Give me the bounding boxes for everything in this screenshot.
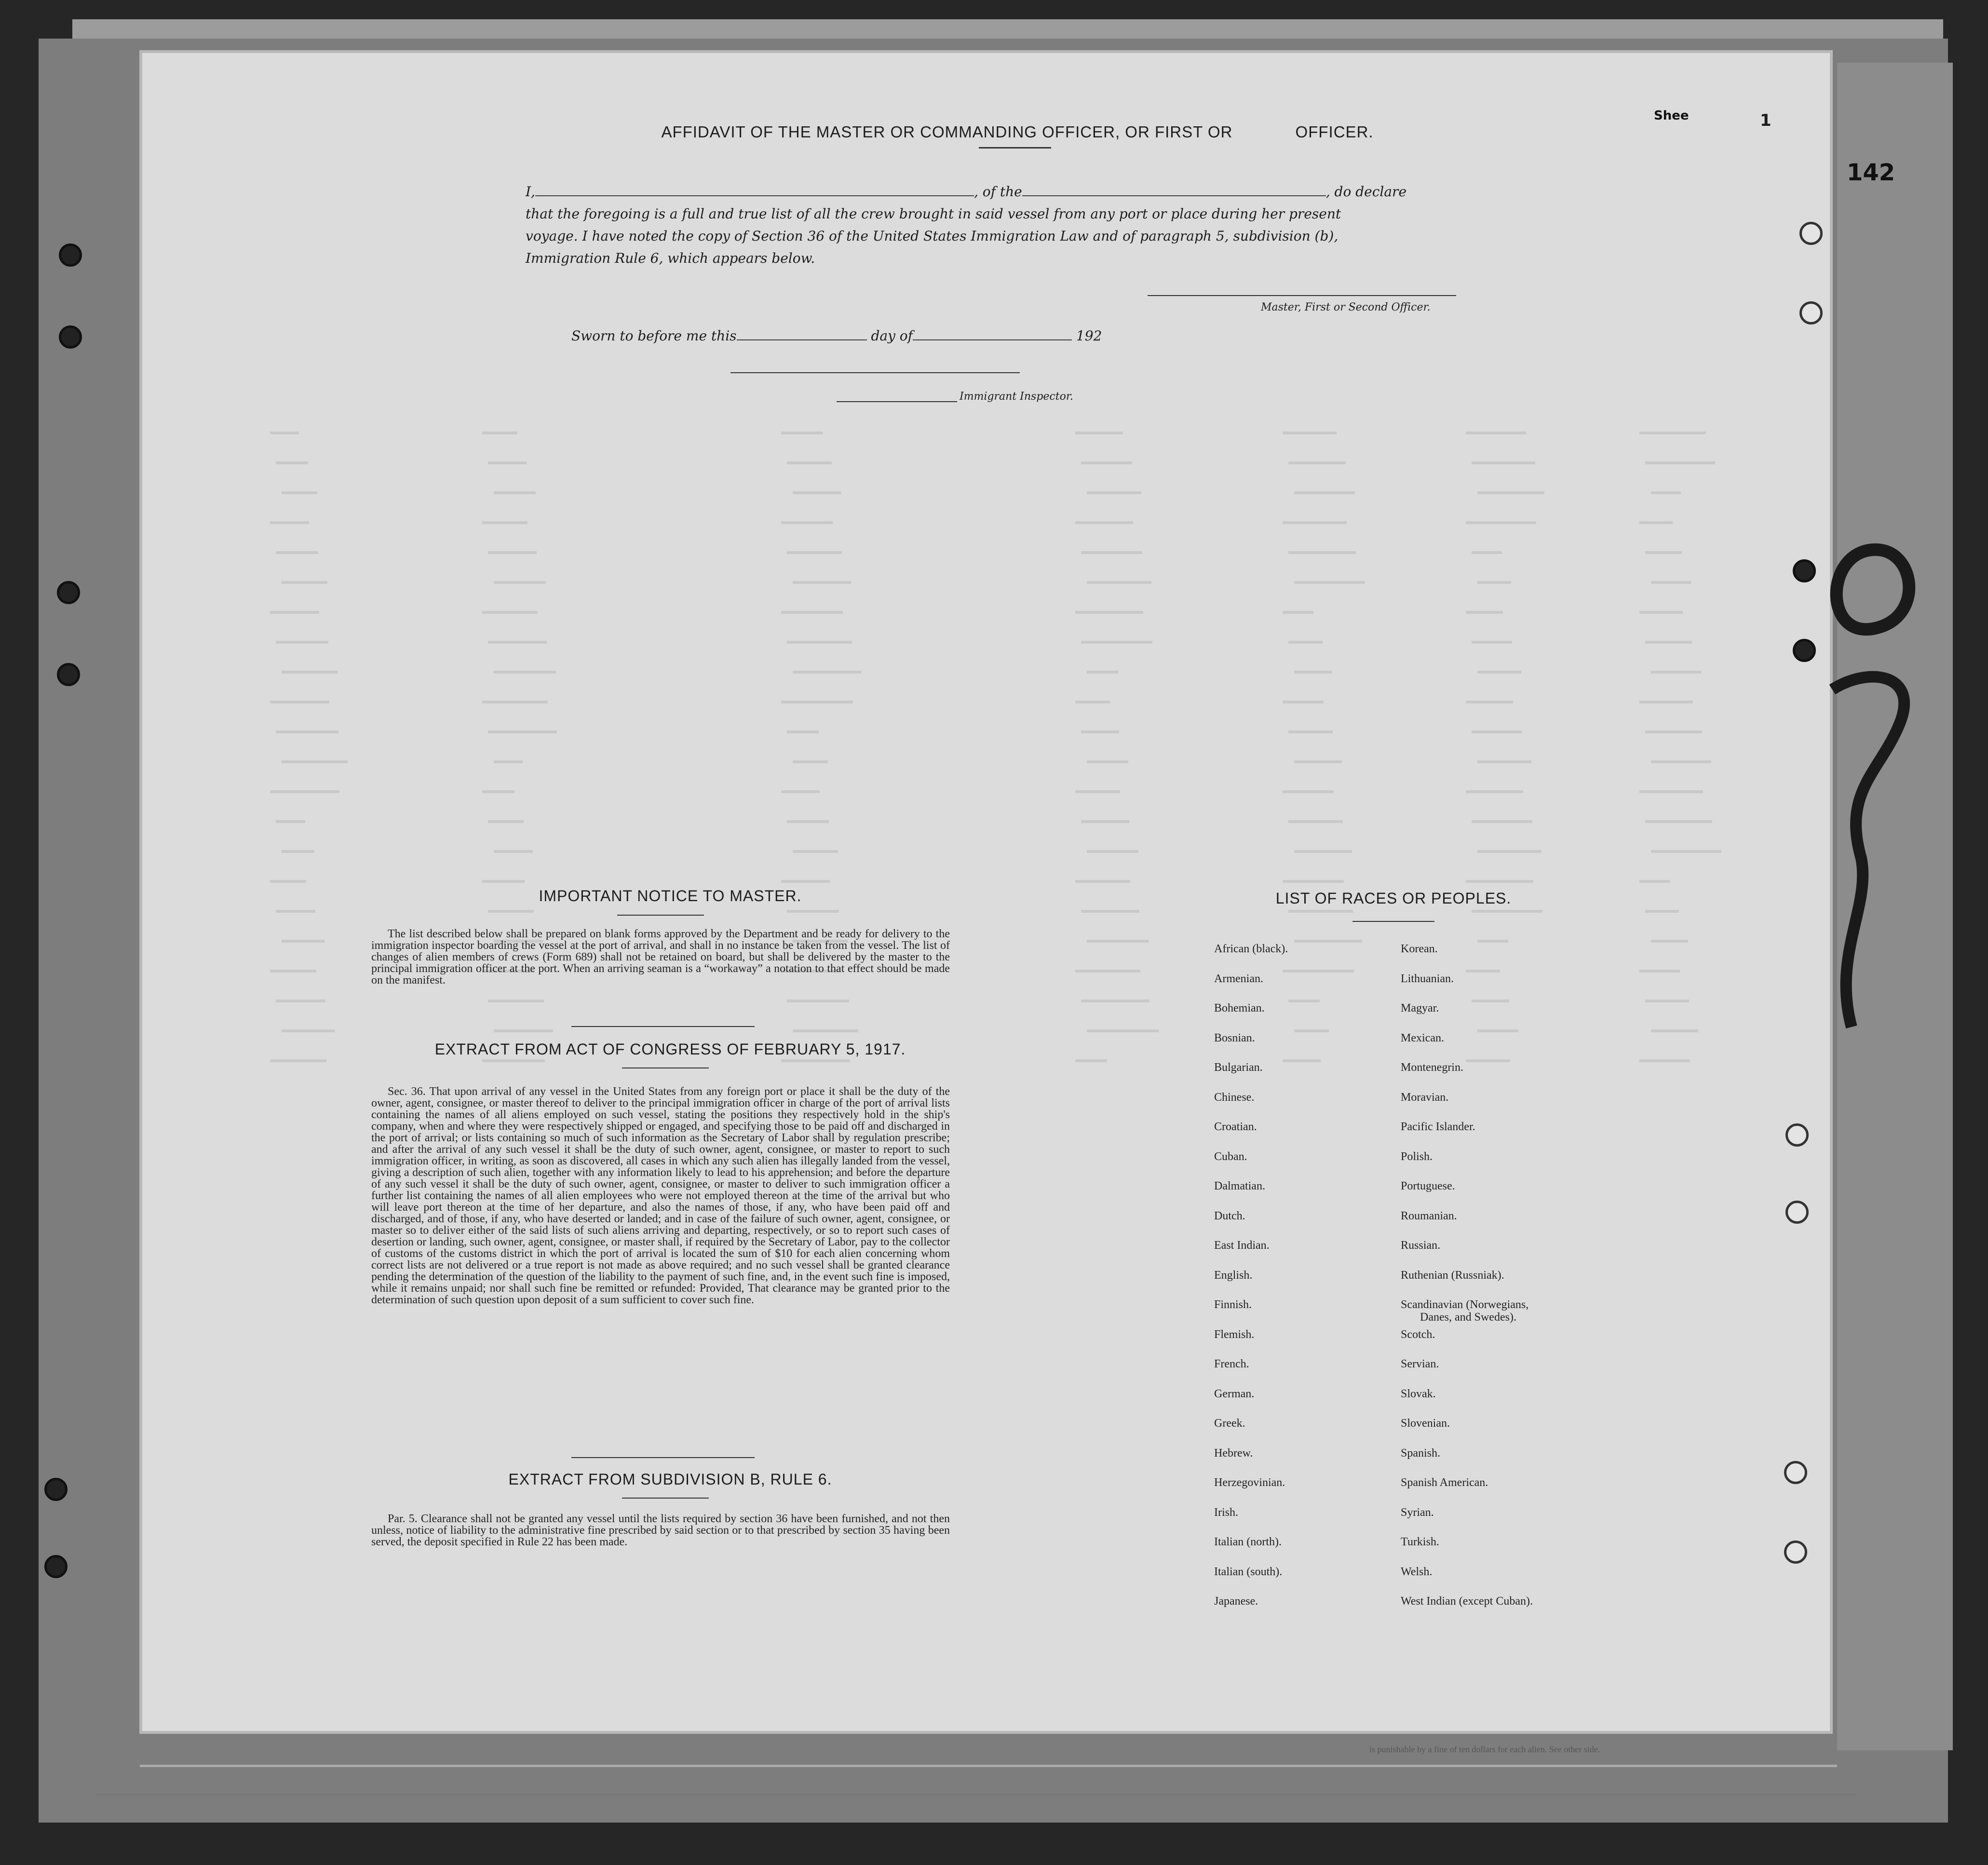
bleed-through-stroke (494, 671, 556, 674)
bleed-through-stroke (1288, 910, 1353, 913)
bleed-through-stroke (270, 1059, 326, 1062)
bleed-through-stroke (793, 760, 828, 763)
bleed-through-stroke (494, 491, 536, 494)
race-item: Finnish. (1214, 1298, 1252, 1311)
title-underline (979, 147, 1051, 149)
bleed-through-stroke (1651, 581, 1691, 584)
bleed-through-stroke (1472, 820, 1532, 823)
race-item: Irish. (1214, 1506, 1238, 1519)
bleed-through-stroke (270, 521, 309, 524)
bleed-through-stroke (270, 432, 299, 434)
bleed-through-stroke (781, 790, 820, 793)
race-item: Slovenian. (1401, 1417, 1450, 1430)
affidavit-title-text: AFFIDAVIT OF THE MASTER OR COMMANDING OFFICER, OR FIRST OR (661, 123, 1238, 141)
race-item: East Indian. (1214, 1239, 1270, 1252)
race-item-continuation: Danes, and Swedes). (1420, 1311, 1516, 1324)
race-item: Spanish American. (1401, 1476, 1488, 1489)
race-item: German. (1214, 1387, 1255, 1400)
bleed-through-stroke (282, 760, 348, 763)
declaration-line-3: voyage. I have noted the copy of Section 36 of the United States Immigration Law and of paragraph 5, subdivision (b), (526, 228, 1339, 244)
bleed-through-stroke (1075, 521, 1133, 524)
sheet-label: Shee (1654, 108, 1689, 123)
race-item: Korean. (1401, 943, 1438, 955)
bleed-through-stroke (276, 730, 338, 733)
race-item: Italian (south). (1214, 1565, 1283, 1578)
bleed-through-stroke (1645, 820, 1712, 823)
race-item: Syrian. (1401, 1506, 1434, 1519)
race-item: Roumanian. (1401, 1209, 1457, 1222)
punch-hole-icon (44, 1478, 68, 1501)
bleed-through-stroke (482, 790, 514, 793)
punch-hole-icon (1785, 1201, 1809, 1224)
race-item: Magyar. (1401, 1002, 1439, 1014)
bleed-through-stroke (1087, 1029, 1159, 1032)
bleed-through-stroke (781, 1059, 850, 1062)
bleed-through-stroke (276, 641, 328, 644)
bleed-through-stroke (1081, 641, 1152, 644)
bleed-through-stroke (1639, 701, 1693, 703)
bleed-through-stroke (781, 701, 853, 703)
bleed-through-stroke (1081, 1000, 1150, 1002)
bleed-through-stroke (494, 581, 546, 584)
race-item: Flemish. (1214, 1328, 1255, 1341)
bleed-through-stroke (1087, 760, 1128, 763)
rule-underline (622, 1498, 709, 1499)
declaration-do-declare: , do declare (1325, 184, 1407, 200)
sworn-month-blank[interactable] (913, 339, 1072, 340)
bleed-through-stroke (282, 1029, 335, 1032)
race-item: Spanish. (1401, 1446, 1441, 1460)
bleed-through-stroke (482, 1059, 545, 1062)
bleed-through-stroke (1288, 641, 1323, 644)
bleed-through-stroke (1288, 820, 1343, 823)
bleed-through-stroke (1645, 551, 1682, 554)
bleed-through-stroke (1288, 730, 1333, 733)
sheet-mark: 1 (1760, 111, 1772, 130)
bleed-through-stroke (781, 432, 823, 434)
bleed-through-stroke (1651, 760, 1711, 763)
bleed-through-stroke (1645, 910, 1679, 913)
bleed-through-stroke (1081, 910, 1139, 913)
affidavit-title (579, 123, 1456, 141)
signature-label: Master, First or Second Officer. (1261, 301, 1431, 313)
bleed-through-stroke (1075, 611, 1143, 614)
punch-hole-icon (59, 243, 82, 267)
race-item: Pacific Islander. (1401, 1121, 1475, 1133)
bleed-through-stroke (488, 641, 547, 644)
bleed-through-stroke (1466, 1059, 1510, 1062)
inspector-line[interactable] (837, 401, 957, 402)
bleed-through-stroke (282, 940, 325, 943)
bleed-through-stroke (787, 910, 839, 913)
race-item: Greek. (1214, 1417, 1245, 1430)
act-text (371, 1086, 950, 1306)
bleed-through-stroke (1081, 461, 1132, 464)
bleed-through-stroke (787, 551, 842, 554)
bleed-through-stroke (1087, 581, 1151, 584)
bleed-through-stroke (482, 701, 548, 703)
race-item: African (black). (1214, 943, 1288, 955)
bleed-through-stroke (1472, 551, 1502, 554)
bleed-through-stroke (270, 970, 316, 973)
bleed-through-stroke (276, 910, 315, 913)
punch-hole-icon (1785, 1123, 1809, 1147)
affidavit-title-end: OFFICER. (1295, 123, 1374, 141)
bleed-through-stroke (1639, 611, 1683, 614)
race-item: Cuban. (1214, 1150, 1247, 1163)
bleed-through-stroke (1283, 521, 1347, 524)
sworn-year: 192 (1076, 328, 1102, 344)
bleed-through-stroke (1075, 970, 1140, 973)
bleed-through-stroke (276, 1000, 325, 1002)
sworn-text: Sworn to before me this (571, 328, 737, 344)
bleed-through-stroke (1477, 581, 1511, 584)
race-item: Russian. (1401, 1239, 1441, 1252)
race-item: Herzegovinian. (1214, 1476, 1285, 1489)
bleed-through-stroke (1288, 551, 1356, 554)
bleed-through-stroke (1294, 581, 1365, 584)
bleed-through-stroke (1081, 551, 1142, 554)
race-item: Chinese. (1214, 1091, 1255, 1104)
bleed-through-stroke (787, 461, 832, 464)
bleed-through-stroke (494, 1029, 553, 1032)
inspector-label: Immigrant Inspector. (960, 391, 1073, 403)
race-item: Bulgarian. (1214, 1061, 1263, 1074)
bleed-through-stroke (1075, 1059, 1107, 1062)
notice-underline (617, 915, 704, 916)
handwriting-mark-icon (1803, 521, 1948, 1051)
bleed-through-stroke (1639, 1059, 1690, 1062)
bleed-through-stroke (793, 1029, 858, 1032)
races-underline (1352, 921, 1434, 922)
punch-hole-icon (44, 1555, 68, 1578)
race-item: Bosnian. (1214, 1031, 1255, 1044)
bleed-through-stroke (1477, 760, 1531, 763)
bleed-through-stroke (488, 461, 527, 464)
page-edge-line (140, 1765, 1837, 1767)
bleed-through-stroke (282, 850, 314, 853)
race-item: Armenian. (1214, 972, 1263, 985)
act-heading: EXTRACT FROM ACT OF CONGRESS OF FEBRUARY 5, 1917. (434, 1041, 906, 1058)
bleed-through-stroke (276, 461, 308, 464)
vessel-blank[interactable] (1022, 195, 1326, 196)
notice-text (371, 928, 950, 986)
punch-hole-icon (1799, 222, 1823, 245)
bleed-through-stroke (1075, 432, 1123, 434)
bleed-through-stroke (1294, 760, 1342, 763)
bleed-through-stroke (1645, 461, 1715, 464)
declaration-of-the: , of the (974, 184, 1022, 200)
declaration-line-4: Immigration Rule 6, which appears below. (526, 250, 815, 266)
bleed-through-stroke (1075, 880, 1130, 883)
sworn-underline (730, 372, 1020, 373)
rule-paragraph: Par. 5. Clearance shall not be granted any vessel until the lists required by section 36 have been furnished, and not then unless, notice of liability to the administrative fine prescribed by said section or to that prescribed by section 35 having been served, the deposit specified in Rule 22 has been made. (371, 1513, 950, 1548)
bleed-through-stroke (276, 820, 305, 823)
punch-hole-icon (1784, 1461, 1807, 1484)
bleed-through-stroke (1087, 491, 1141, 494)
punch-hole-icon (1799, 301, 1823, 324)
bleed-through-stroke (793, 671, 861, 674)
bleed-through-stroke (1283, 880, 1344, 883)
bleed-through-stroke (781, 521, 833, 524)
bleed-through-stroke (793, 491, 841, 494)
bleed-through-stroke (1645, 1000, 1689, 1002)
race-item: Scotch. (1401, 1328, 1435, 1341)
bleed-through-stroke (282, 671, 338, 674)
bleed-through-stroke (1477, 671, 1521, 674)
race-item: Welsh. (1401, 1565, 1433, 1578)
bleed-through-stroke (282, 581, 327, 584)
punch-hole-icon (57, 581, 80, 604)
rule-text (371, 1513, 950, 1548)
bleed-through-stroke (282, 491, 317, 494)
bleed-through-stroke (482, 521, 527, 524)
bleed-through-stroke (1283, 611, 1313, 614)
bleed-through-stroke (787, 1000, 849, 1002)
bleed-through-stroke (494, 850, 533, 853)
declaration-i: I, (526, 184, 535, 200)
race-item: Croatian. (1214, 1121, 1257, 1133)
bleed-through-stroke (1472, 1000, 1509, 1002)
bleed-through-stroke (1283, 970, 1354, 973)
bleed-through-stroke (1645, 730, 1702, 733)
declaration-line-2: that the foregoing is a full and true list of all the crew brought in said vessel from any port or place during her present (526, 206, 1341, 222)
bleed-through-stroke (1081, 820, 1129, 823)
bleed-through-stroke (1294, 491, 1355, 494)
punch-hole-icon (59, 325, 82, 349)
race-item: Servian. (1401, 1358, 1439, 1370)
race-item: Portuguese. (1401, 1180, 1455, 1192)
sheet-number: 142 (1847, 159, 1895, 186)
race-item: Montenegrin. (1401, 1061, 1463, 1074)
bleed-through-stroke (1472, 730, 1522, 733)
bleed-through-stroke (1651, 491, 1681, 494)
bleed-through-stroke (1087, 940, 1149, 943)
section-divider (571, 1026, 755, 1027)
bleed-through-stroke (1472, 910, 1542, 913)
bleed-through-stroke (1087, 671, 1118, 674)
races-heading: LIST OF RACES OR PEOPLES. (1275, 890, 1512, 907)
race-item: Bohemian. (1214, 1002, 1265, 1014)
bleed-through-stroke (482, 880, 525, 883)
bleed-through-stroke (488, 820, 524, 823)
race-item: Dalmatian. (1214, 1180, 1265, 1192)
bleed-through-stroke (270, 701, 329, 703)
race-item: West Indian (except Cuban). (1401, 1595, 1533, 1608)
bleed-through-stroke (1472, 641, 1512, 644)
bleed-through-stroke (1645, 641, 1692, 644)
bleed-through-stroke (482, 611, 538, 614)
name-blank[interactable] (535, 195, 974, 196)
race-item: Italian (north). (1214, 1536, 1282, 1548)
bleed-through-stroke (781, 611, 843, 614)
bleed-through-stroke (1466, 432, 1526, 434)
race-item: French. (1214, 1358, 1249, 1370)
bleed-through-stroke (1466, 790, 1523, 793)
footer-note: is punishable by a fine of ten dollars for each alien. See other side. (1369, 1744, 1600, 1754)
punch-hole-icon (57, 663, 80, 686)
race-item: Mexican. (1401, 1031, 1444, 1044)
declaration-text (526, 181, 1480, 270)
bleed-through-stroke (1466, 521, 1536, 524)
race-item: Turkish. (1401, 1536, 1439, 1548)
bleed-through-stroke (787, 820, 829, 823)
sworn-line (571, 328, 1102, 344)
race-item: Slovak. (1401, 1387, 1436, 1400)
bleed-through-stroke (1651, 671, 1701, 674)
race-item: Japanese. (1214, 1595, 1258, 1608)
race-item: Polish. (1401, 1150, 1433, 1163)
bleed-through-stroke (488, 551, 537, 554)
bleed-through-stroke (1651, 1029, 1698, 1032)
bleed-through-stroke (1294, 940, 1362, 943)
bleed-through-stroke (270, 880, 306, 883)
bleed-through-stroke (1639, 432, 1706, 434)
bleed-through-stroke (793, 850, 838, 853)
bleed-through-stroke (1466, 701, 1513, 703)
section-divider (571, 1457, 755, 1458)
bleed-through-stroke (787, 641, 852, 644)
bleed-through-stroke (270, 611, 319, 614)
bleed-through-stroke (1288, 1000, 1320, 1002)
bleed-through-stroke (787, 730, 819, 733)
bleed-through-stroke (1651, 940, 1688, 943)
bleed-through-stroke (1283, 701, 1324, 703)
rule-heading: EXTRACT FROM SUBDIVISION B, RULE 6. (508, 1471, 832, 1488)
bleed-through-stroke (1075, 790, 1120, 793)
bleed-through-stroke (488, 730, 557, 733)
bleed-through-stroke (1294, 850, 1352, 853)
bleed-through-stroke (1283, 1059, 1321, 1062)
sworn-day-blank[interactable] (737, 339, 867, 340)
race-item: Dutch. (1214, 1209, 1245, 1222)
bleed-through-stroke (1477, 491, 1544, 494)
race-item: Ruthenian (Russniak). (1401, 1269, 1504, 1282)
bleed-through-stroke (1466, 880, 1533, 883)
signature-line[interactable] (1148, 295, 1456, 296)
bleed-through-stroke (1477, 850, 1542, 853)
bleed-through-stroke (1466, 970, 1500, 973)
notice-paragraph: The list described below shall be prepared on blank forms approved by the Department and be ready for delivery to the immigration inspector boarding the vessel at the port of arrival, and shall in no instance be taken from the vessel. The list of changes of alien members of crews (Form 689) shall not be retained on board, but shall be delivered by the master to the principal immigration officer at the port. When an arriving seaman is a “workaway” a notation to that effect should be made on the manifest. (371, 928, 950, 987)
bleed-through-stroke (1288, 461, 1346, 464)
bleed-through-stroke (1283, 790, 1334, 793)
bleed-through-stroke (1477, 940, 1508, 943)
declaration-line-1 (526, 181, 1480, 203)
bleed-through-stroke (793, 581, 851, 584)
act-paragraph: Sec. 36. That upon arrival of any vessel in the United States from any foreign port or place it shall be the duty of the owner, agent, consignee, or master thereof to deliver to the principal immigration officer in charge of the port of arrival lists containing the names of all aliens employed on such vessel, stating the positions they respectively hold in the ship's company, when and where they were respectively shipped or engaged, and specifying those to be paid off and discharged in the port of arrival; or lists containing so much of such information as the Secretary of Labor shall by regulation prescribe; and after the arrival of any such vessel it shall be the duty of such owner, agent, consignee, or master to report to such immigration officer, in writing, as soon as discovered, all cases in which any such alien has illegally landed from the vessel, giving a description of such alien, together with any information likely to lead to his apprehension; and before the departure of any such vessel it shall be the duty of such owner, agent, consignee, or master to deliver to such immigration officer a further list containing the names of all alien employees who were not employed thereon at the time of the arrival but who will leave port thereon at the time of her departure, and also the names of those, if any, who have been paid off and discharged, and of those, if any, who have deserted or landed; and in case of the failure of such owner, agent, consignee, or master so to deliver either of the said lists of such aliens arriving and departing, respectively, or so to report such cases of desertion or landing, such owner, agent, consignee, or master shall, if required by the Secretary of Labor, pay to the collector of customs of the customs district in which the port of arrival is located the sum of $10 for each alien concerning whom correct lists are not delivered or a true report is not made as above required; and no such vessel shall be granted clearance pending the determination of the question of the liability to the payment of such fine, and, in the event such fine is imposed, while it remains unpaid; nor shall such fine be remitted or refunded: Provided, That clearance may be granted prior to the determination of such question upon deposit of a sum sufficient to cover such fine. (371, 1085, 950, 1306)
page-edge-line (96, 1794, 1856, 1796)
bleed-through-stroke (1466, 611, 1503, 614)
bleed-through-stroke (1477, 1029, 1518, 1032)
notice-heading: IMPORTANT NOTICE TO MASTER. (539, 887, 802, 905)
bleed-through-stroke (781, 880, 830, 883)
bleed-through-stroke (1075, 701, 1110, 703)
bleed-through-stroke (1283, 432, 1337, 434)
bleed-through-stroke (1639, 521, 1673, 524)
bleed-through-stroke (488, 910, 534, 913)
bleed-through-stroke (270, 790, 339, 793)
punch-hole-icon (1784, 1541, 1807, 1564)
bleed-through-stroke (1639, 790, 1703, 793)
bleed-through-stroke (488, 1000, 544, 1002)
race-item: Scandinavian (Norwegians, (1401, 1298, 1529, 1311)
race-item: Hebrew. (1214, 1446, 1253, 1460)
race-item: English. (1214, 1269, 1253, 1282)
bleed-through-stroke (1472, 461, 1535, 464)
bleed-through-stroke (494, 760, 523, 763)
bleed-through-stroke (1651, 850, 1721, 853)
bleed-through-stroke (1294, 1029, 1329, 1032)
sworn-day-of: day of (871, 328, 913, 344)
race-item: Moravian. (1401, 1091, 1449, 1104)
bleed-through-stroke (276, 551, 318, 554)
bleed-through-stroke (1639, 970, 1680, 973)
bleed-through-stroke (1081, 730, 1119, 733)
bleed-through-stroke (1294, 671, 1332, 674)
bleed-through-stroke (1639, 880, 1670, 883)
bleed-through-stroke (1087, 850, 1138, 853)
race-item: Lithuanian. (1401, 972, 1454, 985)
bleed-through-stroke (482, 432, 517, 434)
